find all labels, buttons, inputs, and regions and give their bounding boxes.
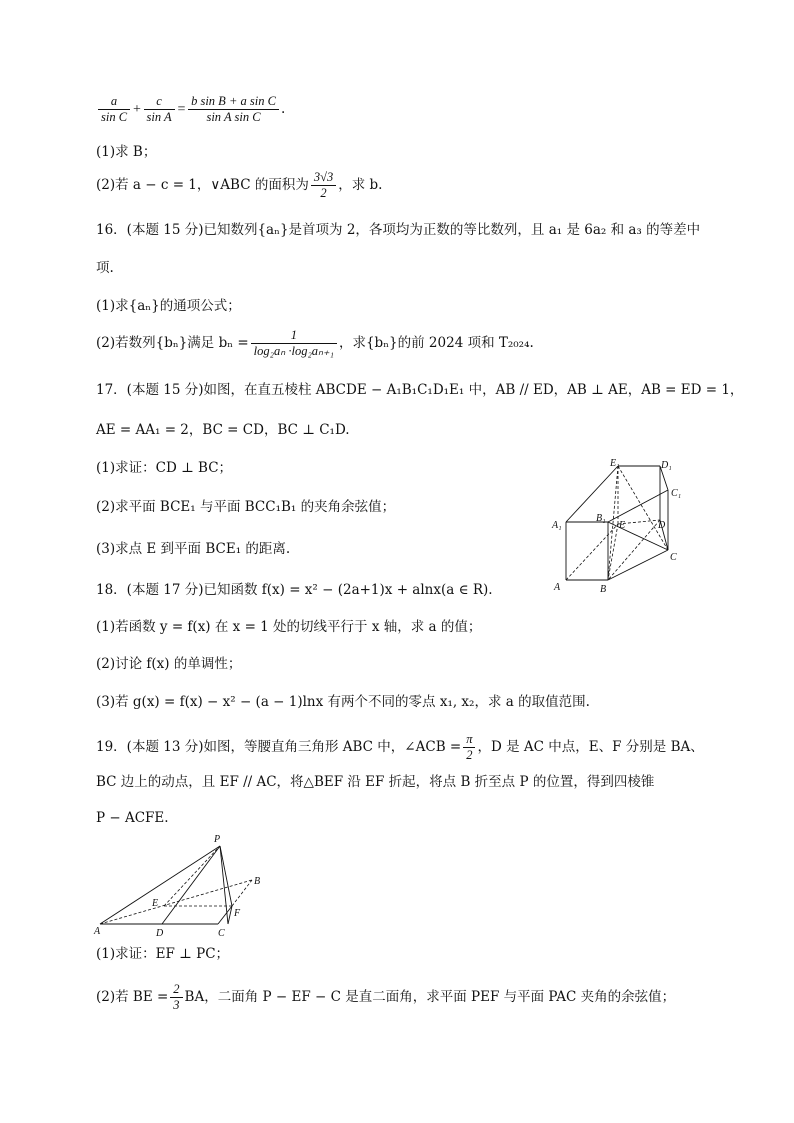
fraction-area: $\frac{3√3}{2}$ bbox=[311, 170, 336, 201]
q16-part2: (2)若数列{bₙ}满足 bₙ = $\frac{1}{\text{log₂aₙ ·log₂aₙ₊₁}}$ ，求{bₙ}的前 2024 项和 T₂₀₂₄. bbox=[96, 328, 534, 358]
q17-part2: (2)求平面 BCE₁ 与平面 BCC₁B₁ 的夹角余弦值； bbox=[96, 499, 396, 515]
pyramid-figure bbox=[90, 828, 270, 938]
label-C: C bbox=[218, 928, 225, 938]
label-B1: B₁ bbox=[596, 513, 606, 524]
label-B: B bbox=[600, 584, 607, 595]
fraction-a-over-sinC: $\frac{a}{\text{sin C}}$ bbox=[98, 94, 130, 125]
q18-part2: (2)讨论 f(x) 的单调性； bbox=[96, 656, 242, 672]
label-P: P bbox=[214, 834, 221, 845]
label-F: F bbox=[234, 908, 241, 919]
q17-part3: (3)求点 E 到平面 BCE₁ 的距离. bbox=[96, 541, 291, 557]
label-A: A bbox=[554, 582, 561, 593]
label-C1: C₁ bbox=[671, 488, 682, 499]
equation-line: $\frac{a}{\text{sin C}}$ + $\frac{c}{\text{sin A}}$ = $\frac{\text{b sin B + a sin C}}{\text{sin A sin C}}$ . bbox=[96, 94, 285, 125]
q19-stem: 19．(本题 13 分)如图，等腰直角三角形 ABC 中，∠ACB = $\frac{\pi}{2}$ ，D 是 AC 中点，E、F 分别是 BA、 bbox=[96, 732, 704, 762]
q19-part1: (1)求证：EF ⊥ PC； bbox=[96, 946, 230, 962]
q17-part1: (1)求证：CD ⊥ BC； bbox=[96, 460, 233, 476]
q16-stem-cont: 项. bbox=[96, 260, 114, 276]
fraction-pi-over-2: $\frac{\pi}{2}$ bbox=[463, 732, 475, 763]
q15-part1: (1)求 B； bbox=[96, 144, 157, 160]
q19-stem-cont2: P − ACFE. bbox=[96, 810, 169, 826]
q16-part1: (1)求{aₙ}的通项公式； bbox=[96, 298, 241, 314]
label-D1: D₁ bbox=[661, 460, 672, 471]
prism-figure bbox=[548, 458, 688, 598]
label-D: D bbox=[658, 520, 666, 531]
q18-part3: (3)若 g(x) = f(x) − x² − (a − 1)lnx 有两个不同的零点 x₁, x₂，求 a 的取值范围. bbox=[96, 694, 590, 710]
label-E: E bbox=[152, 898, 159, 909]
q19-part2: (2)若 BE = $\frac{2}{3}$ BA，二面角 P − EF − C 是直二面角，求平面 PEF 与平面 PAC 夹角的余弦值； bbox=[96, 982, 676, 1012]
q15-part2: (2)若 a − c = 1，∨ABC 的面积为 $\frac{3√3}{2}$ ，求 b. bbox=[96, 170, 383, 200]
label-A: A bbox=[94, 926, 101, 937]
fraction-c-over-sinA: $\frac{c}{\text{sin A}}$ bbox=[144, 94, 175, 125]
q19-stem-cont: BC 边上的动点，且 EF // AC，将△BEF 沿 EF 折起，将点 B 折至点 P 的位置，得到四棱锥 bbox=[96, 774, 655, 790]
fraction-2-over-3: $\frac{2}{3}$ bbox=[170, 982, 182, 1013]
fraction-rhs: $\frac{\text{b sin B + a sin C}}{\text{sin A sin C}}$ bbox=[188, 94, 279, 125]
label-D: D bbox=[156, 928, 164, 938]
fraction-bn: $\frac{1}{\text{log₂aₙ ·log₂aₙ₊₁}}$ bbox=[251, 328, 337, 359]
label-C: C bbox=[670, 552, 677, 563]
q17-stem-cont: AE = AA₁ = 2，BC = CD，BC ⊥ C₁D. bbox=[96, 422, 350, 438]
q17-stem: 17．(本题 15 分)如图，在直五棱柱 ABCDE − A₁B₁C₁D₁E₁ 中，AB // ED，AB ⊥ AE，AB = ED = 1， bbox=[96, 382, 744, 398]
label-B: B bbox=[254, 876, 261, 887]
label-E: E bbox=[619, 520, 626, 531]
q16-stem: 16．(本题 15 分)已知数列{aₙ}是首项为 2，各项均为正数的等比数列，且 a₁ 是 6a₂ 和 a₃ 的等差中 bbox=[96, 222, 701, 238]
q18-part1: (1)若函数 y = f(x) 在 x = 1 处的切线平行于 x 轴，求 a 的值； bbox=[96, 619, 482, 635]
label-E1: E₁ bbox=[610, 458, 620, 469]
q18-stem: 18．(本题 17 分)已知函数 f(x) = x² − (2a+1)x + alnx(a ∈ R). bbox=[96, 582, 493, 598]
label-A1: A₁ bbox=[552, 520, 562, 531]
